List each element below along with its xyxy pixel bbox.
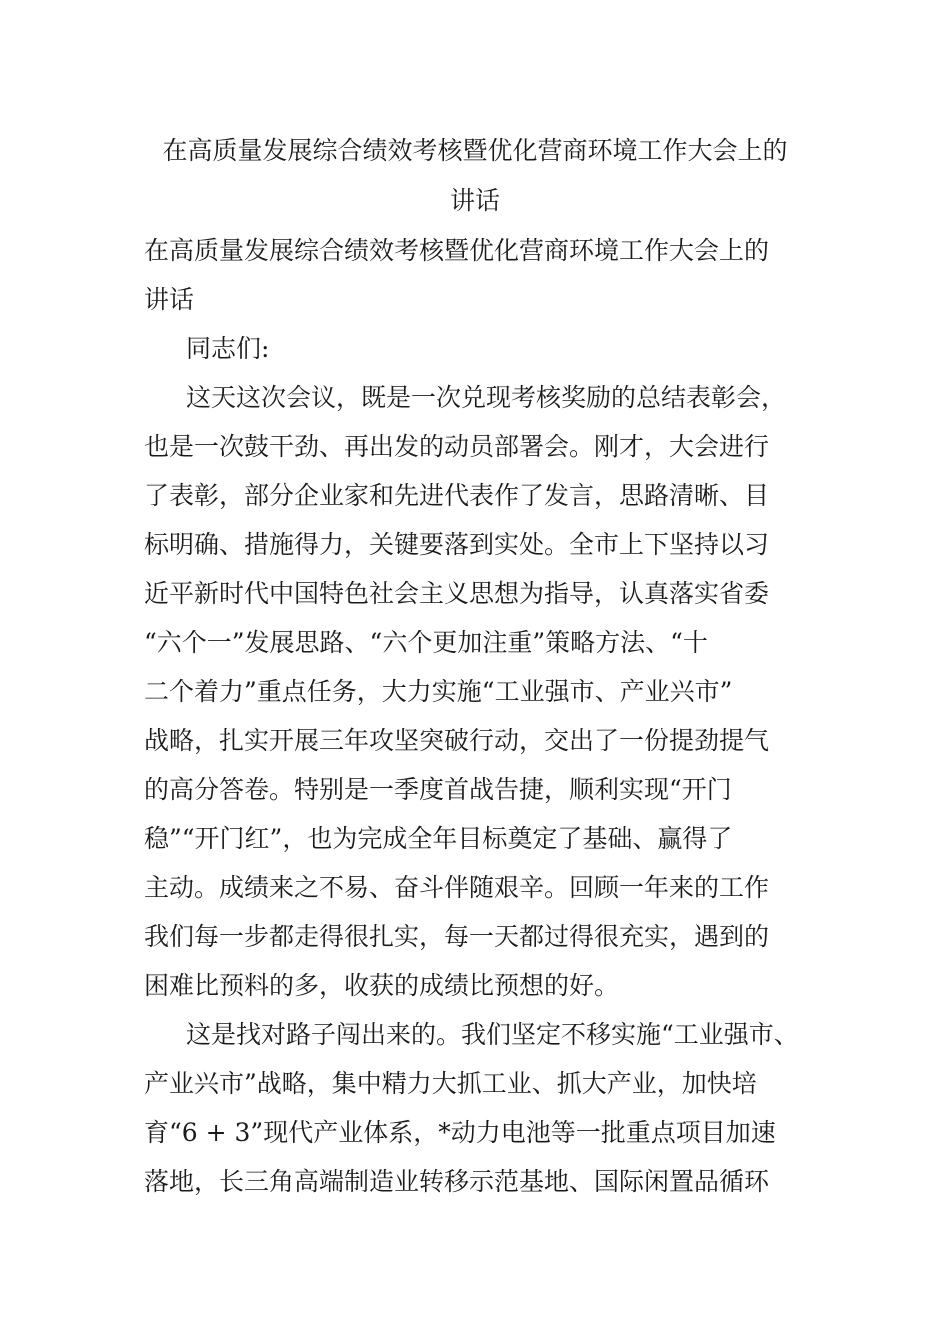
document-title (120, 126, 830, 226)
document-body (144, 226, 834, 1206)
body-line: 战略，扎实开展三年攻坚突破行动，交出了一份提劲提气 (144, 726, 770, 755)
body-line: 育“6 + 3”现代产业体系，*动力电池等一批重点项目加速 (144, 1118, 776, 1147)
body-line: 在高质量发展综合绩效考核暨优化营商环境工作大会上的 (144, 236, 770, 265)
body-line: 的高分答卷。特别是一季度首战告捷，顺利实现“开门 (144, 775, 732, 804)
body-line: 也是一次鼓干劲、再出发的动员部署会。刚才，大会进行 (144, 432, 770, 461)
body-line: 讲话 (144, 285, 195, 314)
body-line: 近平新时代中国特色社会主义思想为指导，认真落实省委 (144, 579, 770, 608)
body-line: 我们每一步都走得很扎实，每一天都过得很充实，遇到的 (144, 922, 770, 951)
body-line: 困难比预料的多，收获的成绩比预想的好。 (144, 971, 620, 1000)
body-line: 了表彰，部分企业家和先进代表作了发言，思路清晰、目 (144, 481, 770, 510)
title-line-2: 讲话 (449, 186, 500, 215)
body-line: 这天这次会议，既是一次兑现考核奖励的总结表彰会， (186, 383, 787, 412)
body-line: 标明确、措施得力，关键要落到实处。全市上下坚持以习 (144, 530, 770, 559)
body-line: 产业兴市”战略，集中精力大抓工业、抓大产业，加快培 (144, 1069, 757, 1098)
body-line: 这是找对路子闯出来的。我们坚定不移实施“工业强市、 (186, 1020, 799, 1049)
salutation: 同志们: (186, 334, 270, 363)
body-line: 落地，长三角高端制造业转移示范基地、国际闲置品循环 (144, 1167, 770, 1196)
body-line: “六个一”发展思路、“六个更加注重”策略方法、“十 (144, 628, 708, 657)
body-line: 二个着力”重点任务，大力实施“工业强市、产业兴市” (144, 677, 733, 706)
body-line: 稳”“开门红”，也为完成全年目标奠定了基础、赢得了 (144, 824, 733, 853)
title-line-1: 在高质量发展综合绩效考核暨优化营商环境工作大会上的 (162, 136, 788, 165)
body-line: 主动。成绩来之不易、奋斗伴随艰辛。回顾一年来的工作 (144, 873, 770, 902)
